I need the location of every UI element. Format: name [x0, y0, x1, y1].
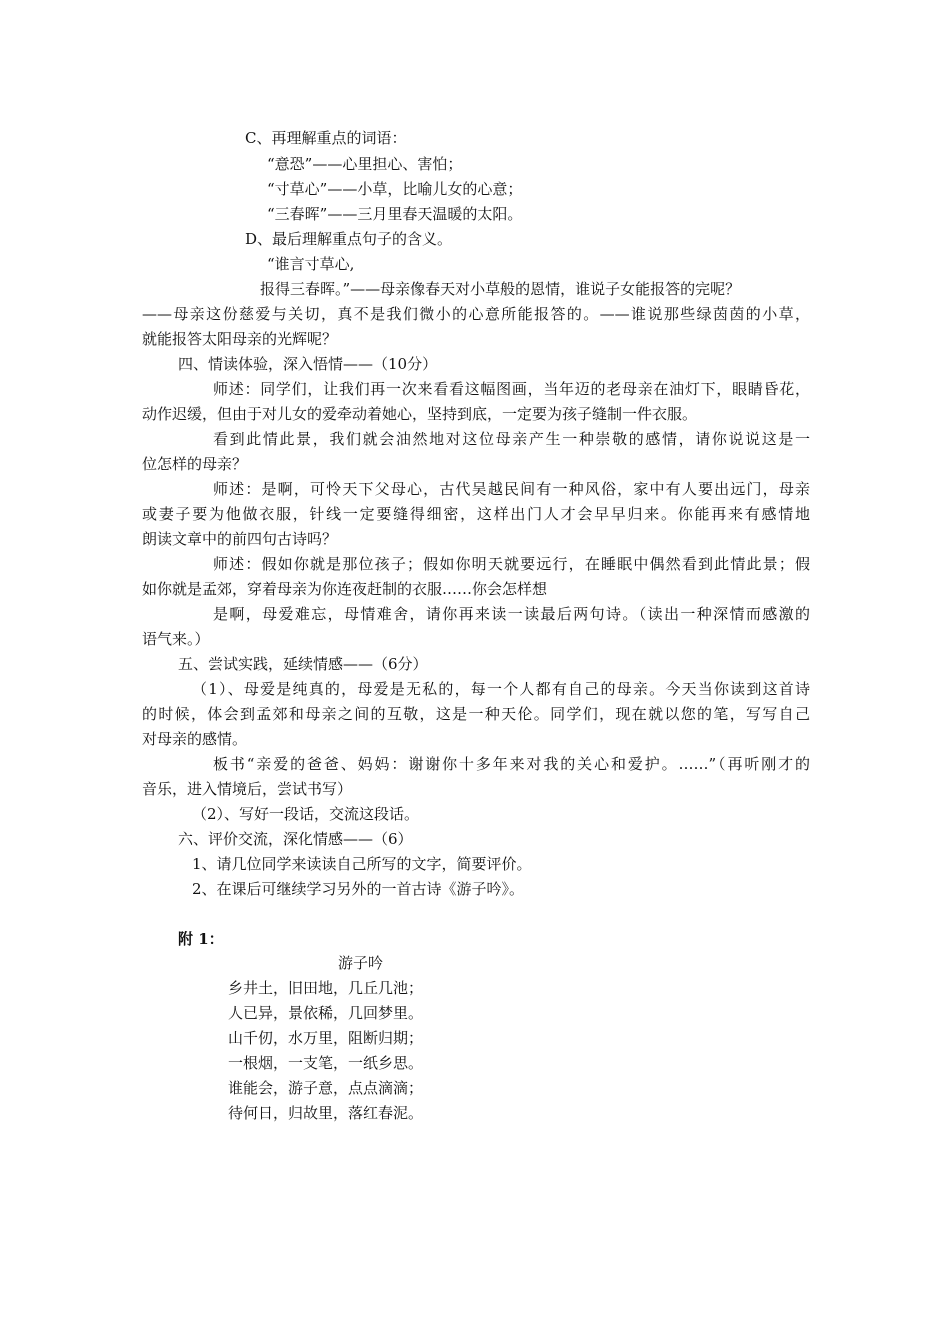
explain-line-1: ——母亲这份慈爱与关切，真不是我们微小的心意所能报答的。——谁说那些绿茵茵的小草，: [142, 305, 810, 323]
s4-p3-line2: 或妻子要为他做衣服，针线一定要缝得细密，这样出门人才会早早归来。你能再来有感情地: [142, 505, 810, 523]
poem-line: 谁能会，游子意，点点滴滴；: [228, 1079, 424, 1097]
poem-line: 待何日，归故里，落红春泥。: [228, 1104, 424, 1122]
term-sanchunhui: “三春晖”——三月里春天温暖的太阳。: [267, 205, 523, 223]
s4-p3-line3: 朗读文章中的前四句古诗吗？: [142, 530, 338, 548]
s4-p4-line1: 师述：假如你就是那位孩子；假如你明天就要远行，在睡眠中偶然看到此情此景；假: [213, 555, 810, 573]
s4-p5-line2: 语气来。）: [142, 630, 210, 648]
s5-p1-line3: 对母亲的感情。: [142, 730, 248, 748]
s6-item-2: 2、在课后可继续学习另外的一首古诗《游子吟》。: [192, 880, 525, 898]
quote-line-1: “谁言寸草心,: [267, 255, 355, 273]
s5-p1-line1: （1）、母爱是纯真的，母爱是无私的，每一个人都有自己的母亲。今天当你读到这首诗: [192, 680, 810, 698]
s4-p1-line2: 动作迟缓，但由于对儿女的爱牵动着她心，坚持到底，一定要为孩子缝制一件衣服。: [142, 405, 698, 423]
s5-p1-line2: 的时候，体会到孟郊和母亲之间的互敬，这是一种天伦。同学们，现在就以您的笔，写写自己: [142, 705, 810, 723]
s4-p4-line2: 如你就是孟郊，穿着母亲为你连夜赶制的衣服……你会怎样想: [142, 580, 548, 598]
poem-line: 山千仞，水万里，阻断归期；: [228, 1029, 424, 1047]
s5-p2-line2: 音乐，进入情境后，尝试书写）: [142, 780, 353, 798]
s4-p1-line1: 师述：同学们，让我们再一次来看看这幅图画，当年迈的老母亲在油灯下，眼睛昏花，: [213, 380, 810, 398]
term-cuncaoxin: “寸草心”——小草，比喻儿女的心意；: [267, 180, 523, 198]
poem-title: 游子吟: [338, 954, 384, 972]
poem-line: 人已异，景依稀，几回梦里。: [228, 1004, 424, 1022]
section-5-heading: 五、尝试实践，延续情感——（6分）: [178, 655, 428, 673]
poem-line: 一根烟，一支笔，一纸乡思。: [228, 1054, 424, 1072]
section-4-heading: 四、情读体验，深入悟情——（10分）: [178, 355, 438, 373]
s4-p5-line1: 是啊，母爱难忘，母情难舍，请你再来读一读最后两句诗。（读出一种深情而感激的: [213, 605, 810, 623]
s5-p2-line1: 板书“亲爱的爸爸、妈妈：谢谢你十多年来对我的关心和爱护。……”（再听刚才的: [213, 755, 810, 773]
term-yikong: “意恐”——心里担心、害怕；: [267, 155, 463, 173]
explain-line-2: 就能报答太阳母亲的光辉呢？: [142, 330, 338, 348]
s4-p2-line1: 看到此情此景，我们就会油然地对这位母亲产生一种崇敬的感情，请你说说这是一: [213, 430, 810, 448]
section-c-heading: C、再理解重点的词语：: [245, 129, 407, 147]
poem-line: 乡井土，旧田地，几丘几池；: [228, 979, 424, 997]
s4-p3-line1: 师述：是啊，可怜天下父母心，古代吴越民间有一种风俗，家中有人要出远门，母亲: [213, 480, 810, 498]
s5-p3: （2）、写好一段话，交流这段话。: [192, 805, 420, 823]
quote-line-2: 报得三春晖。”——母亲像春天对小草般的恩情，谁说子女能报答的完呢？: [260, 280, 741, 298]
section-6-heading: 六、评价交流，深化情感——（6）: [178, 830, 413, 848]
s6-item-1: 1、请几位同学来读读自己所写的文字，简要评价。: [192, 855, 532, 873]
section-d-heading: D、最后理解重点句子的含义。: [245, 230, 453, 248]
appendix-label: 附 1：: [178, 930, 224, 948]
s4-p2-line2: 位怎样的母亲？: [142, 455, 248, 473]
